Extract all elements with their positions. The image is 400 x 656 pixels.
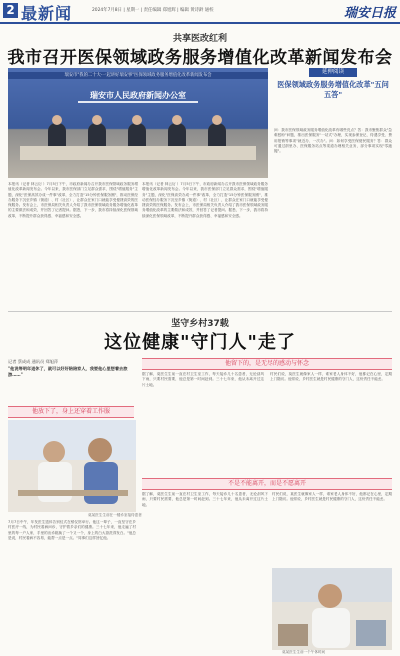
subhead-3: 不是不能离开，而是不愿离开: [142, 478, 392, 490]
press-conference-photo: [8, 68, 268, 178]
photo-caption-1: 莫某医生生前在一楼诊室接待患者: [88, 513, 142, 517]
subhead-1: 他放下了，身上还穿着工作服: [8, 406, 134, 418]
sidebar-body: 问：我市医保领域政务服务增值化改革有哪些亮点？答：我市聚焦群众"急难愁盼"问题，推出医保服务"一站式"办理，实现参保登记、待遇享受、费用报销等事项"就近办、一次办"。问：如何享受医保便民服务？答：群众可通过浙里办、医保服务站点等渠道办理相关业务，部分事项实现"零跑腿"。: [274, 128, 392, 154]
subhead-2: 他留下的，是无尽的感动与怀念: [142, 358, 392, 370]
sidebar-title: 医保领域政务服务增值化改革"五问五答": [277, 80, 389, 99]
article2-lead: "他说等明年退休了，就可以好好陪陪家人，我要他心里想着去旅游……": [8, 366, 128, 377]
article1-kicker: 共享医改红利: [172, 34, 227, 44]
photo-banner-main: 瑞安市人民政府新闻办公室: [90, 91, 186, 100]
article1-body-col1: 本报讯（记者 林云衍 ）7月5日下午，市政府新闻办召开我市医保领域政务服务增值化改革新闻发布会。今年以来，我市医保部门立足群众需求，围绕"增值服务"主题，深化"医保高效办成一件事"改革，全力打造"15分钟医保服务圈"，推动医保经办服务下沉至乡镇（街道）、村（社区），让群众在家门口就能享受便捷高效的医保服务。发布会上，市医保局相关负责人介绍了我市医保领域政务服务增值化改革的主要做法和成效，并回答了记者提问。据悉，下一步，我市将持续深化医保领域改革，不断提升群众获得感、幸福感和安全感。: [8, 182, 138, 218]
article2-body-col1: 7月7日中午，年发医生遗体告别仪式在殡仪馆举行。他这一辈子，一直坚守在乡村医疗一线，为村民看病问诊，守护着乡亲们的健康。三十七年来，他走遍了村里的每一户人家，手里的出诊箱换了一个又一个，身上的白大褂洗得发白。"他总是说，村民看病不容易，能帮一点是一点。"同事们这样回忆他。: [8, 520, 136, 540]
article2-headline: 这位健康"守门人"走了: [104, 332, 296, 353]
article2-body-col4: 据了解，莫医生生前一直在村卫生室工作，每天接诊几十名患者，无论刮风下雨，只要村民需要，他总是第一时间赶到。三十七年来，他从未离开过这片土地。: [142, 492, 268, 507]
article2-body-col3: 村民们说，莫医生就像家人一样，谁家老人身体不好，他都记在心里，定期上门随访。他常说，乡村医生就是村民健康的守门人，这份责任不能丢。: [270, 372, 392, 382]
article2-body-col2: 据了解，莫医生生前一直在村卫生室工作，每天接诊几十名患者，无论刮风下雨，只要村民需要，他总是第一时间赶到。三十七年来，他从未离开过这片土地。: [142, 372, 264, 387]
article2-body-col5: 村民们说，莫医生就像家人一样，谁家老人身体不好，他都记在心里，定期上门随访。他常说，乡村医生就是村民健康的守门人，这份责任不能丢。: [272, 492, 392, 502]
photo-banner-line: [78, 101, 198, 103]
doctor-photo-2: [272, 568, 392, 650]
photo-banner-top: 瑞安市"我的二十大·一起讲好瑞安事"医保领域政务服务增值化改革新闻发布会: [8, 72, 268, 79]
article1-headline: 我市召开医保领域政务服务增值化改革新闻发布会: [7, 48, 393, 68]
newspaper-logo: 瑞安日报: [343, 6, 396, 21]
article2-byline: 记者 蔡成成 通讯员 郑旭萍: [8, 359, 59, 364]
page-number: 2: [3, 3, 18, 18]
dateline: 2024年7月8日 | 星期一 | 责任编辑 郑旭辉 | 编辑 黄诗龄 通校: [92, 8, 214, 13]
section-divider: [8, 311, 392, 312]
article1-body-col2: 本报讯（记者 林云衍 ）7月5日下午，市政府新闻办召开我市医保领域政务服务增值化改革新闻发布会。今年以来，我市医保部门立足群众需求，围绕"增值服务"主题，深化"医保高效办成一件事"改革，全力打造"15分钟医保服务圈"，推动医保经办服务下沉至乡镇（街道）、村（社区），让群众在家门口就能享受便捷高效的医保服务。发布会上，市医保局相关负责人介绍了我市医保领域政务服务增值化改革的主要做法和成效，并回答了记者提问。据悉，下一步，我市将持续深化医保领域改革，不断提升群众获得感、幸福感和安全感。: [142, 182, 268, 218]
masthead: [0, 0, 400, 24]
photo-caption-2: 莫某医生生前一个午休时间: [282, 650, 326, 654]
conference-desk: [20, 146, 256, 160]
doctor-photo-1: [8, 420, 136, 512]
section-title: 最新闻: [21, 4, 73, 23]
article2-kicker: 坚守乡村37载: [171, 319, 229, 329]
sidebar-tag: 延伸阅读: [309, 68, 357, 77]
